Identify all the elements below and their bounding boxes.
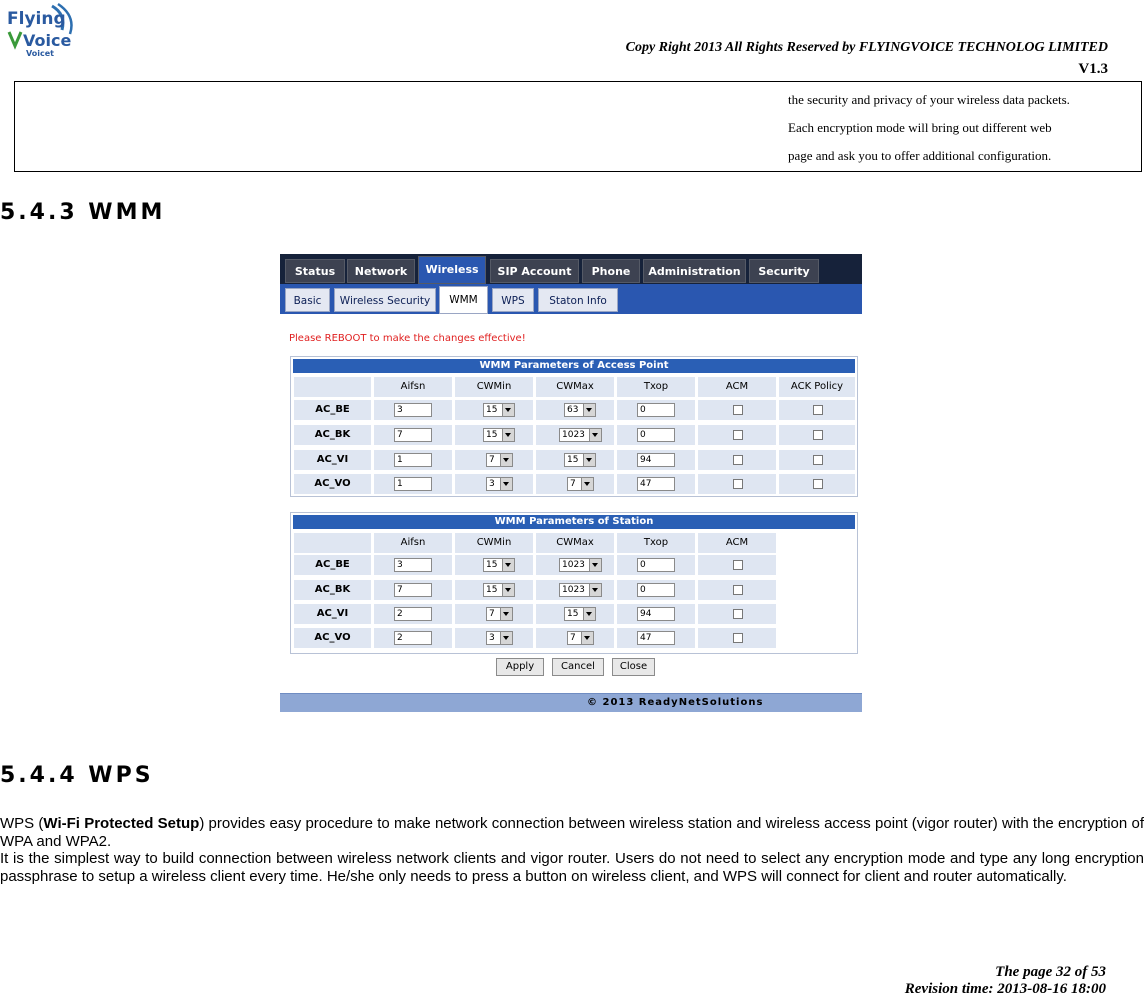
table-line: the security and privacy of your wireless data packets. (788, 92, 1070, 107)
txop-input[interactable]: 0 (637, 583, 675, 597)
aifsn-input[interactable]: 2 (394, 607, 432, 621)
ack-checkbox[interactable] (813, 405, 823, 415)
chevron-down-icon (589, 429, 601, 441)
table-cell (779, 474, 855, 494)
wmm-ap-table (290, 356, 858, 497)
table-cell (698, 555, 776, 575)
cwmax-select[interactable] (559, 428, 602, 442)
column-header: ACK Policy (779, 377, 855, 397)
chevron-down-icon (583, 454, 595, 466)
txop-input[interactable]: 0 (637, 558, 675, 572)
ui-footer-bar (280, 693, 862, 712)
acm-checkbox[interactable] (733, 609, 743, 619)
table-cell (617, 604, 695, 624)
tab-wireless[interactable]: Wireless (418, 256, 486, 284)
select-value: 1023 (562, 560, 585, 570)
apply-button[interactable]: Apply (496, 658, 544, 676)
ui-copyright: © 2013 ReadyNetSolutions (587, 697, 764, 708)
cwmin-select[interactable] (483, 558, 515, 572)
subtab-wireless-security[interactable]: Wireless Security (334, 288, 436, 312)
column-header: ACM (698, 377, 776, 397)
table-cell (455, 628, 533, 648)
close-button[interactable]: Close (612, 658, 655, 676)
select-value: 63 (567, 405, 579, 415)
column-header: Txop (617, 377, 695, 397)
table-cell (455, 604, 533, 624)
acm-checkbox[interactable] (733, 430, 743, 440)
table-cell (779, 450, 855, 470)
txop-input[interactable]: 94 (637, 607, 675, 621)
aifsn-input[interactable]: 7 (394, 583, 432, 597)
tab-sip-account[interactable]: SIP Account (490, 259, 579, 283)
table-divider (632, 171, 765, 172)
table-cell (374, 604, 452, 624)
chevron-down-icon (583, 404, 595, 416)
table-cell (617, 474, 695, 494)
logo-text-voicet: Voicet (26, 49, 54, 58)
table-cell (374, 555, 452, 575)
revision-time: Revision time: 2013-08-16 18:00 (904, 981, 1106, 997)
table-cell (374, 450, 452, 470)
table-cell (455, 555, 533, 575)
table-cell (374, 580, 452, 600)
select-value: 1023 (562, 585, 585, 595)
table-cell (536, 580, 614, 600)
acm-checkbox[interactable] (733, 455, 743, 465)
txop-input[interactable]: 47 (637, 631, 675, 645)
acm-checkbox[interactable] (733, 633, 743, 643)
column-header: ACM (698, 533, 776, 553)
copyright-notice: Copy Right 2013 All Rights Reserved by FLYINGVOICE TECHNOLOG LIMITED (625, 40, 1108, 55)
chevron-down-icon (589, 559, 601, 571)
subtab-wmm[interactable]: WMM (439, 286, 488, 314)
select-value: 7 (489, 455, 495, 465)
txop-input[interactable]: 94 (637, 453, 675, 467)
table-cell (779, 400, 855, 420)
chevron-down-icon (500, 478, 512, 490)
cancel-button[interactable]: Cancel (552, 658, 604, 676)
table-cell (698, 425, 776, 445)
ack-checkbox[interactable] (813, 430, 823, 440)
subtab-basic[interactable]: Basic (285, 288, 330, 312)
table-cell (779, 425, 855, 445)
acm-checkbox[interactable] (733, 585, 743, 595)
column-header: CWMax (536, 377, 614, 397)
section-heading-wmm: 5.4.3 WMM (0, 200, 166, 225)
tab-network[interactable]: Network (347, 259, 415, 283)
cwmax-select[interactable] (567, 477, 594, 491)
chevron-down-icon (502, 429, 514, 441)
chevron-down-icon (589, 584, 601, 596)
table-cell (536, 604, 614, 624)
column-header: CWMax (536, 533, 614, 553)
row-label: AC_BE (294, 400, 371, 420)
table-cell (455, 450, 533, 470)
reboot-notice: Please REBOOT to make the changes effective! (289, 333, 526, 344)
table-cell (698, 628, 776, 648)
subtab-staton-info[interactable]: Staton Info (538, 288, 618, 312)
table-cell (698, 450, 776, 470)
row-label: AC_BK (294, 425, 371, 445)
page-number: The page 32 of 53 (995, 964, 1106, 980)
cwmax-select[interactable] (567, 631, 594, 645)
cwmin-select[interactable] (483, 583, 515, 597)
row-label: AC_BE (294, 555, 371, 575)
select-value: 3 (489, 633, 495, 643)
table-cell (617, 425, 695, 445)
cwmin-select[interactable] (486, 453, 513, 467)
chevron-down-icon (502, 584, 514, 596)
table-cell (455, 400, 533, 420)
chevron-down-icon (500, 454, 512, 466)
logo-text-flying: Flying (7, 9, 66, 29)
cwmax-select[interactable] (564, 607, 596, 621)
cwmax-select[interactable] (559, 583, 602, 597)
wmm-station-table (290, 512, 858, 654)
text-span: WPS ( (0, 815, 44, 832)
table-cell (698, 400, 776, 420)
router-wmm-screenshot (280, 254, 862, 711)
cwmin-select[interactable] (486, 607, 513, 621)
wps-paragraph-2: It is the simplest way to build connection between wireless network clients and vigor router. Users do not need to select any encryption mode and type any long encryption passphrase to setup a wireless client every time. He/she only needs to press a button on wireless client, and WPS will connect for client and router automatically. (0, 850, 1144, 885)
select-value: 15 (486, 430, 498, 440)
column-header: Aifsn (374, 533, 452, 553)
table-line: Each encryption mode will bring out different web (788, 120, 1052, 135)
chevron-down-icon (502, 559, 514, 571)
ap-table-title: WMM Parameters of Access Point (293, 359, 855, 373)
tab-administration[interactable]: Administration (643, 259, 746, 283)
select-value: 1023 (562, 430, 585, 440)
table-cell (536, 628, 614, 648)
table-line: page and ask you to offer additional configuration. (788, 148, 1052, 163)
row-label: AC_BK (294, 580, 371, 600)
row-label: AC_VO (294, 474, 371, 494)
cwmin-select[interactable] (486, 477, 513, 491)
station-table-title: WMM Parameters of Station (293, 515, 855, 529)
chevron-down-icon (500, 608, 512, 620)
ack-checkbox[interactable] (813, 479, 823, 489)
tab-phone[interactable]: Phone (582, 259, 640, 283)
txop-input[interactable]: 0 (637, 428, 675, 442)
previous-table-text (788, 86, 1070, 170)
document-version: V1.3 (1078, 61, 1108, 77)
aifsn-input[interactable]: 3 (394, 403, 432, 417)
select-value: 7 (489, 609, 495, 619)
table-cell (536, 425, 614, 445)
wps-term: Wi-Fi Protected Setup (43, 815, 200, 832)
table-cell (455, 474, 533, 494)
select-value: 15 (567, 609, 579, 619)
cwmax-select[interactable] (559, 558, 602, 572)
tab-security[interactable]: Security (749, 259, 819, 283)
header-blank (294, 533, 371, 553)
table-cell (536, 474, 614, 494)
select-value: 15 (567, 455, 579, 465)
chevron-down-icon (502, 404, 514, 416)
cwmax-select[interactable] (564, 403, 596, 417)
table-cell (374, 425, 452, 445)
cwmax-select[interactable] (564, 453, 596, 467)
table-cell (698, 580, 776, 600)
sub-navigation (280, 284, 862, 314)
chevron-down-icon (583, 608, 595, 620)
cwmin-select[interactable] (483, 403, 515, 417)
header-blank (294, 377, 371, 397)
table-cell (617, 555, 695, 575)
select-value: 7 (570, 633, 576, 643)
table-cell (536, 450, 614, 470)
row-label: AC_VI (294, 450, 371, 470)
wps-description (0, 815, 1144, 885)
top-navigation (280, 254, 862, 284)
chevron-down-icon (500, 632, 512, 644)
select-value: 3 (489, 479, 495, 489)
previous-table-fragment (14, 81, 1142, 172)
aifsn-input[interactable]: 3 (394, 558, 432, 572)
table-cell (617, 400, 695, 420)
aifsn-input[interactable]: 7 (394, 428, 432, 442)
select-value: 7 (570, 479, 576, 489)
column-header: CWMin (455, 377, 533, 397)
logo-text-voice: Voice (23, 31, 72, 50)
acm-checkbox[interactable] (733, 560, 743, 570)
table-cell (536, 555, 614, 575)
aifsn-input[interactable]: 1 (394, 453, 432, 467)
subtab-wps[interactable]: WPS (492, 288, 534, 312)
table-cell (374, 628, 452, 648)
table-cell (617, 580, 695, 600)
cwmin-select[interactable] (483, 428, 515, 442)
section-heading-wps: 5.4.4 WPS (0, 763, 154, 788)
table-cell (698, 474, 776, 494)
table-cell (455, 425, 533, 445)
table-cell (698, 604, 776, 624)
table-cell (617, 628, 695, 648)
txop-input[interactable]: 47 (637, 477, 675, 491)
row-label: AC_VI (294, 604, 371, 624)
chevron-down-icon (581, 478, 593, 490)
wps-paragraph-1 (0, 815, 1144, 850)
txop-input[interactable]: 0 (637, 403, 675, 417)
table-cell (617, 450, 695, 470)
select-value: 15 (486, 560, 498, 570)
ack-checkbox[interactable] (813, 455, 823, 465)
column-header: CWMin (455, 533, 533, 553)
text-span: ) provides easy procedure to make network connection between wireless station and wireless access point (vigor router) with the encryption of WPA and WPA2. (0, 815, 1144, 850)
select-value: 15 (486, 405, 498, 415)
table-cell (374, 400, 452, 420)
select-value: 15 (486, 585, 498, 595)
table-cell (536, 400, 614, 420)
column-header: Txop (617, 533, 695, 553)
table-cell (374, 474, 452, 494)
acm-checkbox[interactable] (733, 479, 743, 489)
aifsn-input[interactable]: 1 (394, 477, 432, 491)
aifsn-input[interactable]: 2 (394, 631, 432, 645)
table-cell (455, 580, 533, 600)
column-header: Aifsn (374, 377, 452, 397)
chevron-down-icon (581, 632, 593, 644)
row-label: AC_VO (294, 628, 371, 648)
acm-checkbox[interactable] (733, 405, 743, 415)
cwmin-select[interactable] (486, 631, 513, 645)
tab-status[interactable]: Status (285, 259, 345, 283)
